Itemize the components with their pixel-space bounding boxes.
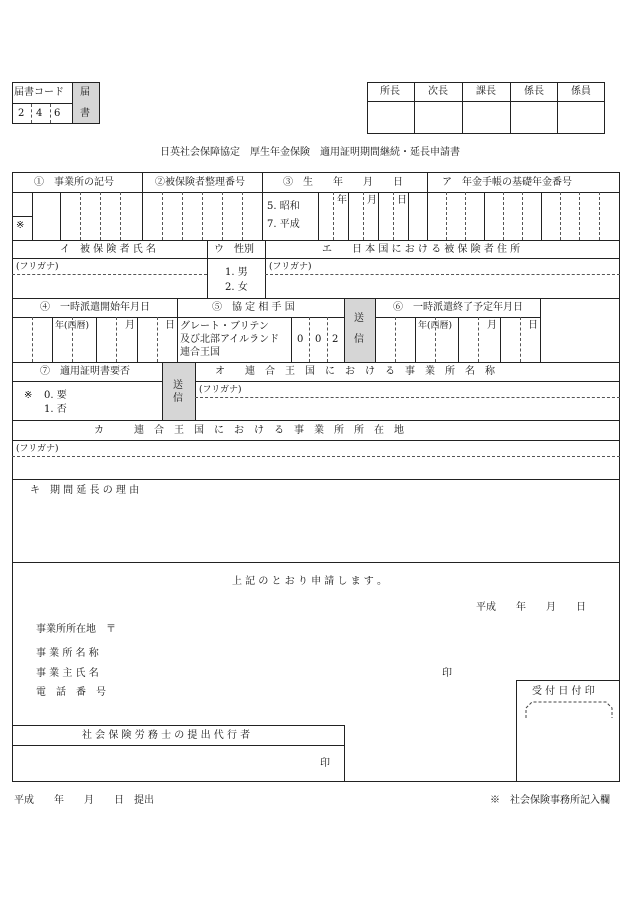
- form-code-digit: 4: [36, 108, 43, 119]
- send-label-bottom-2: 信: [173, 393, 183, 404]
- declaration-statement: 上 記 の と お り 申 請 し ま す 。: [232, 576, 387, 587]
- form-title: 日英社会保障協定 厚生年金保険 適用証明期間継続・延長申請書: [160, 147, 460, 158]
- end-day-unit: 日: [528, 320, 538, 331]
- extension-reason-header: キ 期 間 延 長 の 理 由: [30, 485, 140, 496]
- start-day-unit: 日: [165, 320, 175, 331]
- dispatch-end-header: ⑥ 一時派遣終了予定年月日: [393, 302, 523, 313]
- uk-office-address-header: カ 連 合 王 国 に お け る 事 業 所 所 在 地: [94, 425, 404, 436]
- receipt-stamp-label: 受 付 日 付 印: [532, 686, 595, 697]
- country-code-digit: 2: [332, 334, 339, 345]
- approval-label: 係長: [524, 86, 544, 97]
- form-type-bottom: 書: [80, 108, 90, 119]
- sex-option-female: 2. 女: [225, 282, 248, 293]
- send-label-bottom: 信: [354, 334, 364, 345]
- end-year-unit: 年(西暦): [418, 321, 453, 331]
- asterisk-mark: ※: [24, 390, 33, 401]
- birth-month-unit: 月: [367, 195, 377, 206]
- era-showa: 5. 昭和: [267, 201, 300, 212]
- era-heisei: 7. 平成: [267, 219, 300, 230]
- approval-label: 課長: [476, 86, 496, 97]
- send-label-top-2: 送: [173, 380, 183, 391]
- sex-option-male: 1. 男: [225, 267, 248, 278]
- office-furigana-label: (フリガナ): [199, 385, 242, 395]
- submission-date: 平成 年 月 日 提出: [14, 795, 154, 806]
- form-code-digit: 2: [18, 108, 25, 119]
- birth-year-unit: 年: [337, 195, 347, 206]
- partner-country-line1: グレート・ブリテン: [180, 321, 269, 332]
- cert-required-header: ⑦ 適用証明書要否: [40, 366, 130, 377]
- office-name-label: 事 業 所 名 称: [36, 648, 99, 659]
- start-year-unit: 年(西暦): [55, 321, 90, 331]
- send-label-top: 送: [354, 313, 364, 324]
- partner-country-header: ⑤ 協 定 相 手 国: [212, 302, 295, 313]
- send-cell: [345, 299, 375, 362]
- agent-label: 社 会 保 険 労 務 士 の 提 出 代 行 者: [82, 730, 251, 741]
- approval-label: 係員: [571, 86, 591, 97]
- asterisk-mark: ※: [16, 220, 25, 231]
- pension-number-header: ア 年金手帳の基礎年金番号: [442, 177, 572, 188]
- country-code-digit: 0: [297, 334, 304, 345]
- insured-name-header: イ 被 保 険 者 氏 名: [60, 244, 156, 255]
- partner-country-line2: 及び北部アイルランド: [180, 334, 280, 345]
- birth-day-unit: 日: [397, 195, 407, 206]
- form-code-digit: 6: [54, 108, 61, 119]
- address-furigana-label: (フリガナ): [269, 262, 312, 272]
- address-furigana-label-2: (フリガナ): [16, 444, 59, 454]
- sex-header: ウ 性別: [214, 244, 254, 255]
- office-use-note: ※ 社会保険事務所記入欄: [490, 795, 610, 806]
- country-code-digit: 0: [315, 334, 322, 345]
- phone-label: 電 話 番 号: [36, 687, 106, 698]
- japan-address-header: エ 日 本 国 に お け る 被 保 険 者 住 所: [322, 244, 521, 255]
- approval-label: 所長: [380, 86, 400, 97]
- agent-seal-mark: 印: [320, 758, 330, 769]
- cert-option-not-required: 1. 否: [44, 404, 67, 415]
- insured-number-header: ②被保険者整理番号: [155, 177, 245, 188]
- office-address-label: 事業所所在地 〒: [36, 624, 116, 635]
- stamp-guide-icon: [524, 700, 614, 720]
- approval-label: 次長: [428, 86, 448, 97]
- cert-option-required: 0. 要: [44, 390, 67, 401]
- end-month-unit: 月: [487, 320, 497, 331]
- dispatch-start-header: ④ 一時派遣開始年月日: [40, 302, 150, 313]
- name-furigana-label: (フリガナ): [16, 262, 59, 272]
- partner-country-line3: 連合王国: [180, 347, 220, 358]
- owner-name-label: 事 業 主 氏 名: [36, 668, 99, 679]
- application-date: 平成 年 月 日: [476, 602, 586, 613]
- birthdate-header: ③ 生 年 月 日: [283, 177, 403, 188]
- form-code-label: 届書コード: [14, 87, 64, 98]
- owner-seal-mark: 印: [442, 668, 452, 679]
- start-month-unit: 月: [125, 320, 135, 331]
- office-code-header: ① 事業所の記号: [34, 177, 114, 188]
- uk-office-name-header: オ 連 合 王 国 に お け る 事 業 所 名 称: [215, 366, 495, 377]
- form-type-top: 届: [80, 87, 90, 98]
